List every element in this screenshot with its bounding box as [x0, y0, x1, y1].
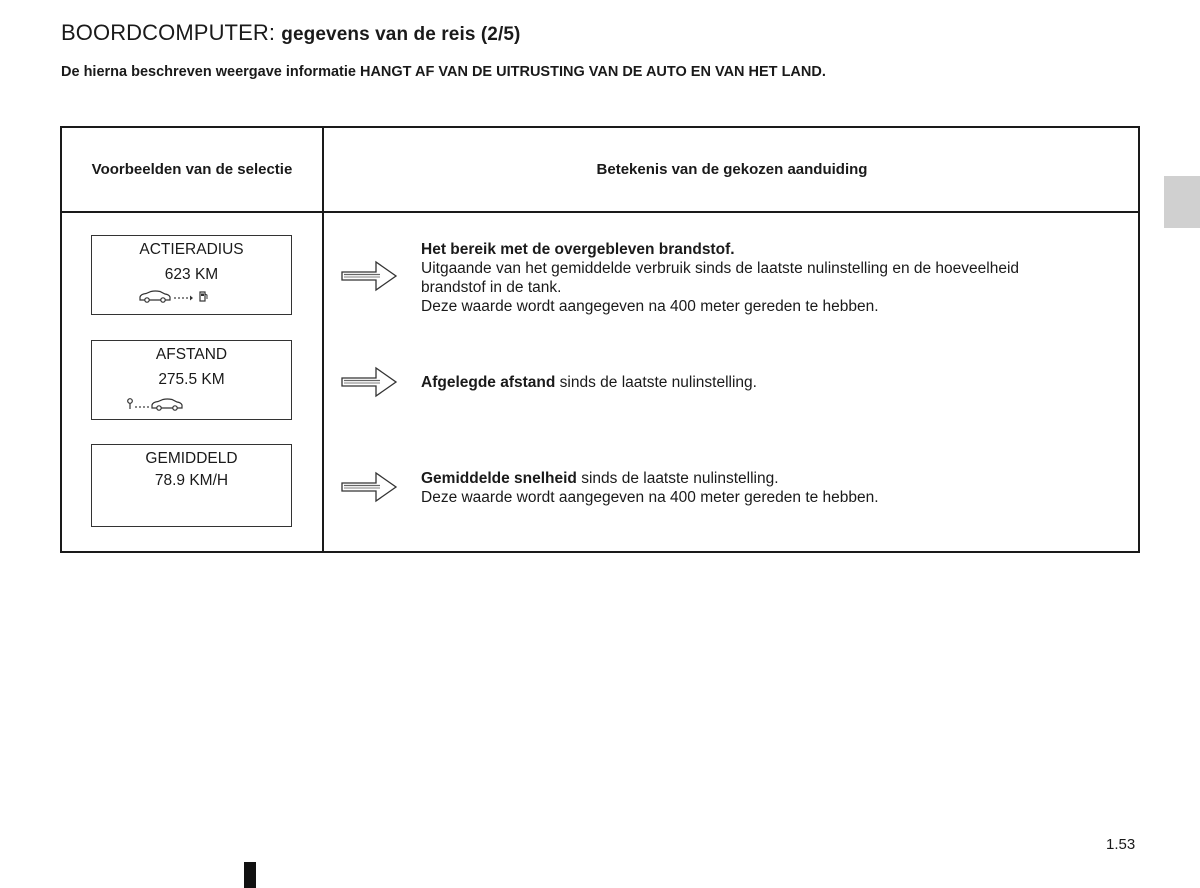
- header-meaning: Betekenis van de gekozen aanduiding: [596, 161, 868, 178]
- page-number: 1.53: [1106, 836, 1136, 853]
- description-line: Deze waarde wordt aangegeven na 400 meter gereden te hebben.: [421, 489, 879, 506]
- description-distance: [421, 373, 1121, 392]
- description-bold: Gemiddelde snelheid: [421, 470, 577, 487]
- page-subtitle: De hierna beschreven weergave informatie HANGT AF VAN DE UITRUSTING VAN DE AUTO EN VAN HET LAND.: [61, 64, 826, 80]
- header-examples: Voorbeelden van de selectie: [91, 161, 293, 178]
- car-to-fuel-pump-icon: [138, 289, 210, 303]
- arrow-icon: [340, 366, 398, 398]
- pin-to-car-icon: [126, 397, 188, 411]
- title-sub: gegevens van de reis (2/5): [281, 24, 521, 45]
- display-box-distance: [91, 340, 292, 420]
- description-line: Deze waarde wordt aangegeven na 400 meter gereden te hebben.: [421, 298, 879, 315]
- bottom-marker-bar: [244, 862, 256, 888]
- display-label: GEMIDDELD: [145, 450, 238, 467]
- display-label: ACTIERADIUS: [139, 241, 244, 258]
- description-line: Uitgaande van het gemiddelde verbruik sinds de laatste nulinstelling en de hoeveelheid: [421, 260, 1020, 277]
- description-rest: sinds de laatste nulinstelling.: [555, 374, 757, 391]
- description-bold: Het bereik met de overgebleven brandstof.: [421, 241, 735, 258]
- display-value: 275.5 KM: [158, 371, 225, 388]
- page-title: [61, 20, 520, 46]
- description-range: [421, 240, 1121, 316]
- description-average: [421, 469, 1121, 507]
- display-box-average: [91, 444, 292, 527]
- arrow-icon: [340, 260, 398, 292]
- display-value: 78.9 KM/H: [154, 472, 229, 489]
- header-divider: [62, 211, 1138, 213]
- description-line: brandstof in de tank.: [421, 279, 562, 296]
- display-label: AFSTAND: [155, 346, 228, 363]
- section-tab-marker: [1164, 176, 1200, 228]
- info-table: [60, 126, 1140, 553]
- description-rest: sinds de laatste nulinstelling.: [576, 470, 779, 487]
- title-main: BOORDCOMPUTER:: [61, 20, 276, 45]
- description-bold: Afgelegde afstand: [421, 374, 556, 391]
- arrow-icon: [340, 471, 398, 503]
- display-value: 623 KM: [164, 266, 219, 283]
- display-box-range: [91, 235, 292, 315]
